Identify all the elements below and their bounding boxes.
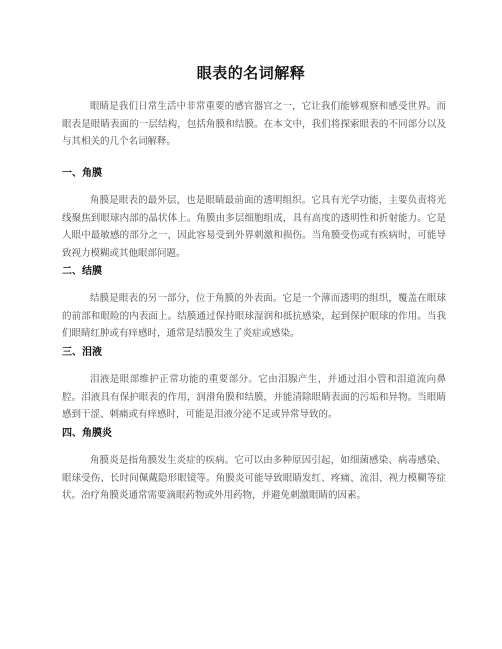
section-keratitis [62, 427, 446, 505]
section-heading: 三、泪液 [62, 347, 102, 358]
section-tears [62, 346, 446, 424]
section-heading: 一、角膜 [62, 168, 102, 179]
section-paragraph: 结膜是眼表的另一部分，位于角膜的外表面。它是一个薄而透明的组织，覆盖在眼球的前部和眼睑的内表面上。结膜通过保持眼球湿润和抵抗感染，起到保护眼球的作用。当我们眼睛红肿或有痒感时，通常是结膜发生了炎症或感染。 [62, 293, 446, 339]
document-title: 眼表的名词解释 [196, 64, 306, 82]
intro-paragraph: 眼睛是我们日常生活中非常重要的感官器官之一，它让我们能够观察和感受世界。而眼表是眼睛表面的一层结构，包括角膜和结膜。在本文中，我们将探索眼表的不同部分以及与其相关的几个名词解释。 [62, 101, 446, 147]
section-paragraph: 角膜炎是指角膜发生炎症的疾病。它可以由多种原因引起，如细菌感染、病毒感染、眼球受伤、长时间佩戴隐形眼镜等。角膜炎可能导致眼睛发红、疼痛、流泪、视力模糊等症状。治疗角膜炎通常需要滴眼药物或外用药物，并避免刺激眼睛的因素。 [62, 455, 446, 501]
section-heading: 四、角膜炎 [62, 428, 112, 439]
section-heading: 二、结膜 [62, 266, 102, 277]
section-paragraph: 泪液是眼部维护正常功能的重要部分。它由泪腺产生，并通过泪小管和泪道流向鼻腔。泪液具有保护眼表的作用，润滑角膜和结膜，并能清除眼睛表面的污垢和异物。当眼睛感到干涩、刺痛或有痒感时，可能是泪液分泌不足或异常导致的。 [62, 374, 446, 420]
section-conjunctiva [62, 265, 446, 343]
section-cornea [62, 167, 446, 262]
section-paragraph: 角膜是眼表的最外层，也是眼睛最前面的透明组织。它具有光学功能，主要负责将光线聚焦到眼球内部的晶状体上。角膜由多层细胞组成，具有高度的透明性和折射能力。它是人眼中最敏感的部分之一，因此容易受到外界刺激和损伤。当角膜受伤或有疾病时，可能导致视力模糊或其他眼部问题。 [62, 195, 446, 259]
